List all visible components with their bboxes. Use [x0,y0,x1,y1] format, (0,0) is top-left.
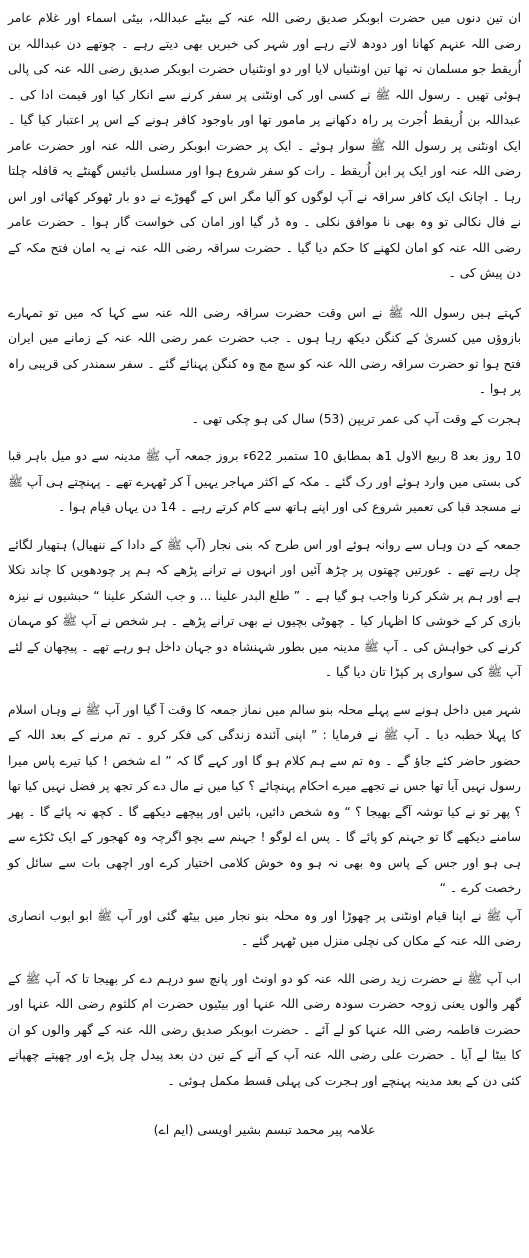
paragraph-arrival-at-quba: 10 روز بعد 8 ربیع الاول 1ھ بمطابق 10 ستمبر 622ء بروز جمعہ آپ ﷺ مدینہ سے دو میل باہر قبا کی بستی میں وارد ہوئے اور رک گئے ۔ مکہ کے اکثر مہاجر یہیں آ کر ٹھہرے تھے ۔ پہنچتے ہی آپ ﷺ نے مسجد قبا کی تعمیر شروع کی اور اپنے ہاتھ سے کام کرتے رہے ۔ 14 دن یہاں قیام ہوا ۔ [8,449,522,514]
paragraph-first-sermon: شہر میں داخل ہونے سے پہلے محلہ بنو سالم میں نماز جمعہ کا وقت آ گیا اور آپ ﷺ نے وہاں اسلام کا پہلا خطبہ دیا ۔ آپ ﷺ نے فرمایا : ” اپنی آئندہ زندگی کی فکر کرو ۔ تم مرنے کے بعد اللہ کے حضور حاضر کئے جاؤ گے ۔ وہ تم سے ہم کلام ہو گا اور کہے گا کہ ” اے شخص ! کیا تیرے پاس میرا رسول نہیں آیا تھا جس نے تجھے میرے احکام پہنچائے ؟ کیا میں نے مال دے کر تجھ پر فضل نہیں کیا تھا ؟ پھر تو نے کیا توشہ آگے بھیجا ؟ “ وہ شخص دائیں، بائیں اور پیچھے دیکھے گا ۔ کچھ نہ پائے گا ۔ پھر سامنے دیکھے گا تو جہنم کو پائے گا ۔ پس اے لوگو ! جہنم سے بچو اگرچہ وہ کھجور کے ایک ٹکڑے سے ہی ہو اور جس کے پاس وہ بھی نہ ہو وہ خوش کلامی اختیار کرے اور اچھی بات سے سائل کو رخصت کرے ۔ “ [8,702,521,895]
paragraph-welcome-in-madinah: جمعہ کے دن وہاں سے روانہ ہوئے اور اس طرح کہ بنی نجار (آپ ﷺ کے دادا کے ننھیال) ہتھیار لگائے چل رہے تھے ۔ عورتیں چھتوں پر چڑھ آئیں اور انہوں نے ترانے پڑھے کہ ہم پر چودھویں کا چاند نکلا ہے اور ہم پر شکر کرنا واجب ہو گیا ہے ۔ ” طلع البدر علینا ... و جب الشکر علینا “ حبشیوں نے نیزہ بازی کر کے خوشی کا اظہار کیا ۔ چھوٹی بچیوں نے بھی ترانے پڑھے ۔ ہر شخص نے آپ ﷺ کو مہمان کرنے کی خواہش کی ۔ آپ ﷺ مدینہ میں بطور شہنشاہ دو جہان داخل ہو رہے تھے ۔ پیچھان کے لئے آپ ﷺ کی سواری پر کپڑا تان دیا گیا ۔ [8,537,521,679]
paragraph-suraqa-bracelets: کہتے ہیں رسول اللہ ﷺ نے اس وقت حضرت سراقہ رضی اللہ عنہ سے کہا کہ میں تو تمہارے بازوؤں میں کسریٰ کے کنگن دیکھ رہا ہوں ۔ جب حضرت عمر رضی اللہ عنہ کے زمانے میں ایران فتح ہوا تو حضرت سراقہ رضی اللہ عنہ کو سچ مچ وہ کنگن پہنائے گئے ۔ سفر سمندر کی قریبی راہ پر ہوا ۔ [8,305,521,396]
paragraph-stay-with-abu-ayyub: آپ ﷺ نے اپنا قیام اونٹنی پر چھوڑا اور وہ محلہ بنو نجار میں بیٹھ گئی اور آپ ﷺ ابو ایوب انصاری رضی اللہ عنہ کے مکان کی نچلی منزل میں ٹھہر گئے ۔ [8,908,521,948]
author-signature: علامہ پیر محمد تبسم بشیر اویسی (ایم اے) [153,1122,376,1137]
paragraph-family-arrival: اب آپ ﷺ نے حضرت زید رضی اللہ عنہ کو دو اونٹ اور پانچ سو درہم دے کر بھیجا تا کہ آپ ﷺ کے گھر والوں یعنی زوجہ حضرت سودہ رضی اللہ عنہا اور بیٹیوں حضرت ام کلثوم رضی اللہ عنہا اور حضرت فاطمہ رضی اللہ عنہا کو لے آئے ۔ حضرت ابوبکر صدیق رضی اللہ عنہ کے گھر والوں کو ان کا بیٹا لے آیا ۔ حضرت علی رضی اللہ عنہ آپ کے آنے کے تین دن بعد پیدل چل پڑے اور چھپتے چھپاتے کئی دن کے بعد مدینہ پہنچے اور ہجرت کی پہلی قسط مکمل ہوئی ۔ [8,971,521,1088]
paragraph-age-at-hijrah: ہجرت کے وقت آپ کی عمر تریپن (53) سال کی ہو چکی تھی ۔ [191,411,521,426]
paragraph-cave-stay-and-journey: ان تین دنوں میں حضرت ابوبکر صدیق رضی اللہ عنہ کے بیٹے عبداللہ، بیٹی اسماء اور غلام عامر رضی اللہ عنہم کھانا اور دودھ لاتے رہے اور شہر کی خبریں بھی دیتے رہے ۔ چوتھے دن عبداللہ بن اُریقط جو مسلمان نہ تھا تین اونٹنیاں لایا اور دو اونٹنیاں حضرت ابوبکر صدیق رضی اللہ عنہ کی پالی ہوئی تھیں ۔ رسول اللہ ﷺ نے کسی اور کی اونٹنی پر سفر کرنے سے انکار کیا اور قیمت ادا کی ۔ عبداللہ بن اُریقط اُجرت پر راہ دکھانے پر مامور تھا اور باوجود کافر ہونے کے اس پر اعتبار کیا گیا ۔ ایک اونٹنی پر رسول اللہ ﷺ سوار ہوئے ۔ ایک پر حضرت ابوبکر رضی اللہ عنہ اور حضرت عامر رضی اللہ عنہ اور ایک پر ابن اُریقط ۔ رات کو سفر شروع ہوا اور مسلسل بائیس گھنٹے یہ قافلہ چلتا رہا ۔ اچانک ایک کافر سراقہ نے آپ لوگوں کو آلیا مگر اس کے گھوڑے نے دو بار ٹھوکر کھائی اور اس نے فال نکالی تو وہ بھی نا موافق نکلی ۔ وہ ڈر گیا اور امان کی خواست گار ہوا ۔ حضرت عامر رضی اللہ عنہ کو امان لکھنے کا حکم دیا گیا ۔ حضرت سراقہ رضی اللہ عنہ نے یہ امان فتح مکہ کے دن پیش کی ۔ [8,11,521,280]
